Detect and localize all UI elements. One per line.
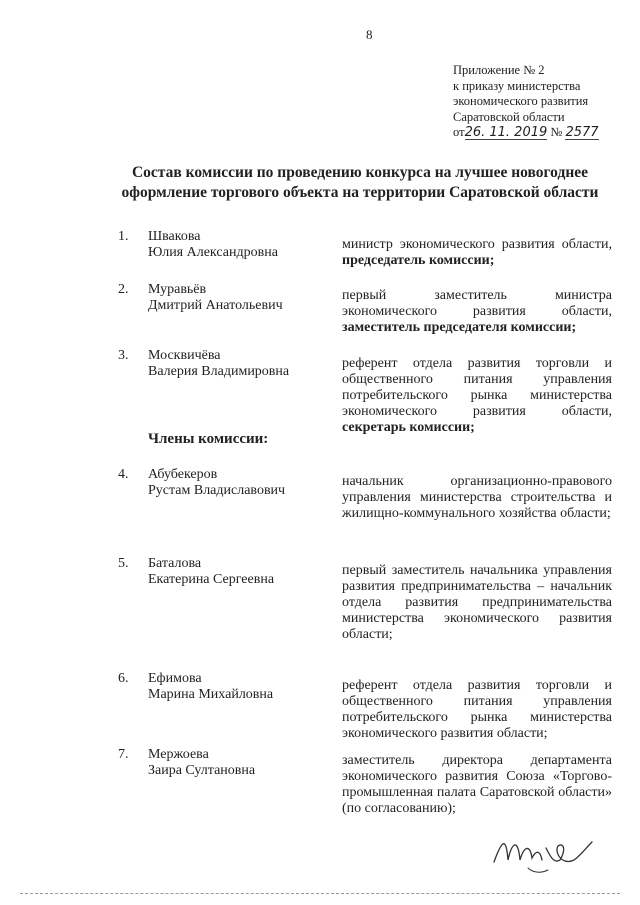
member-number: 7. — [118, 747, 129, 762]
member-given-name: Заира Султановна — [148, 763, 256, 778]
role-title: заместитель председателя комиссии; — [342, 320, 577, 335]
member-given-name: Марина Михайловна — [148, 687, 274, 702]
number-prefix: № — [550, 125, 563, 139]
member-number: 6. — [118, 671, 129, 686]
title-line: Состав комиссии по проведению конкурса на лучшее новогоднее — [131, 164, 589, 181]
member-number: 4. — [118, 467, 129, 482]
member-role — [342, 563, 612, 643]
annex-block — [453, 63, 628, 141]
handwritten-signature — [488, 820, 598, 880]
member-given-name: Дмитрий Анатольевич — [148, 298, 283, 313]
annex-line: к приказу министерства — [453, 78, 581, 93]
role-title: председатель комиссии; — [342, 253, 495, 268]
member-surname: Мержоева — [148, 747, 209, 762]
member-number: 2. — [118, 282, 129, 297]
member-name — [148, 747, 255, 779]
title-line: оформление торгового объекта на территории Саратовской области — [121, 184, 599, 201]
member-given-name: Екатерина Сергеевна — [148, 572, 275, 587]
role-text: первый заместитель начальника управления развития предпринимательства – начальник отдела развития предпринимательства министерства экономического развития области; — [342, 563, 612, 642]
annex-date-line — [453, 125, 628, 141]
members-heading: Члены комиссии: — [148, 431, 269, 447]
page-bottom-edge — [20, 893, 620, 894]
member-name — [148, 671, 273, 703]
member-name — [148, 348, 289, 380]
member-role — [342, 237, 612, 269]
member-number: 3. — [118, 348, 129, 363]
member-surname: Швакова — [148, 229, 201, 244]
member-number: 1. — [118, 229, 129, 244]
member-number: 5. — [118, 556, 129, 571]
annex-line: экономического развития — [453, 94, 589, 108]
member-name — [148, 282, 283, 314]
member-surname: Баталова — [148, 556, 202, 571]
date-prefix: от — [453, 125, 465, 139]
member-role — [342, 678, 612, 742]
annex-line: Саратовской области — [453, 109, 565, 124]
role-text: первый заместитель министра экономического развития области, — [342, 288, 612, 319]
annex-line: Приложение № 2 — [453, 63, 545, 77]
member-name — [148, 467, 285, 499]
role-text: заместитель директора департамента экономического развития Союза «Торгово-промышленная палата Саратовской области» (по согласованию); — [342, 753, 612, 816]
member-name — [148, 229, 278, 261]
role-text: начальник организационно-правового управления министерства строительства и жилищно-коммунального хозяйства области; — [342, 474, 612, 521]
member-surname: Абубекеров — [148, 467, 218, 482]
document-title — [100, 163, 620, 203]
role-text: референт отдела развития торговли и общественного питания управления потребительского рынка министерства экономического развития области, — [342, 356, 612, 419]
member-role — [342, 288, 612, 336]
member-role — [342, 356, 612, 436]
handwritten-date: 26. 11. 2019 — [464, 125, 548, 140]
member-given-name: Рустам Владиславович — [148, 483, 286, 498]
role-text: референт отдела развития торговли и общественного питания управления потребительского рынка министерства экономического развития области; — [342, 678, 612, 741]
member-given-name: Валерия Владимировна — [148, 364, 290, 379]
member-surname: Москвичёва — [148, 348, 221, 363]
member-surname: Муравьёв — [148, 282, 207, 297]
member-role — [342, 753, 612, 817]
role-title: секретарь комиссии; — [342, 420, 475, 435]
page-number: 8 — [366, 27, 373, 42]
role-text: министр экономического развития области, — [342, 237, 612, 252]
member-surname: Ефимова — [148, 671, 202, 686]
member-role — [342, 474, 612, 522]
handwritten-number: 2577 — [565, 125, 599, 140]
member-given-name: Юлия Александровна — [148, 245, 278, 260]
member-name — [148, 556, 274, 588]
